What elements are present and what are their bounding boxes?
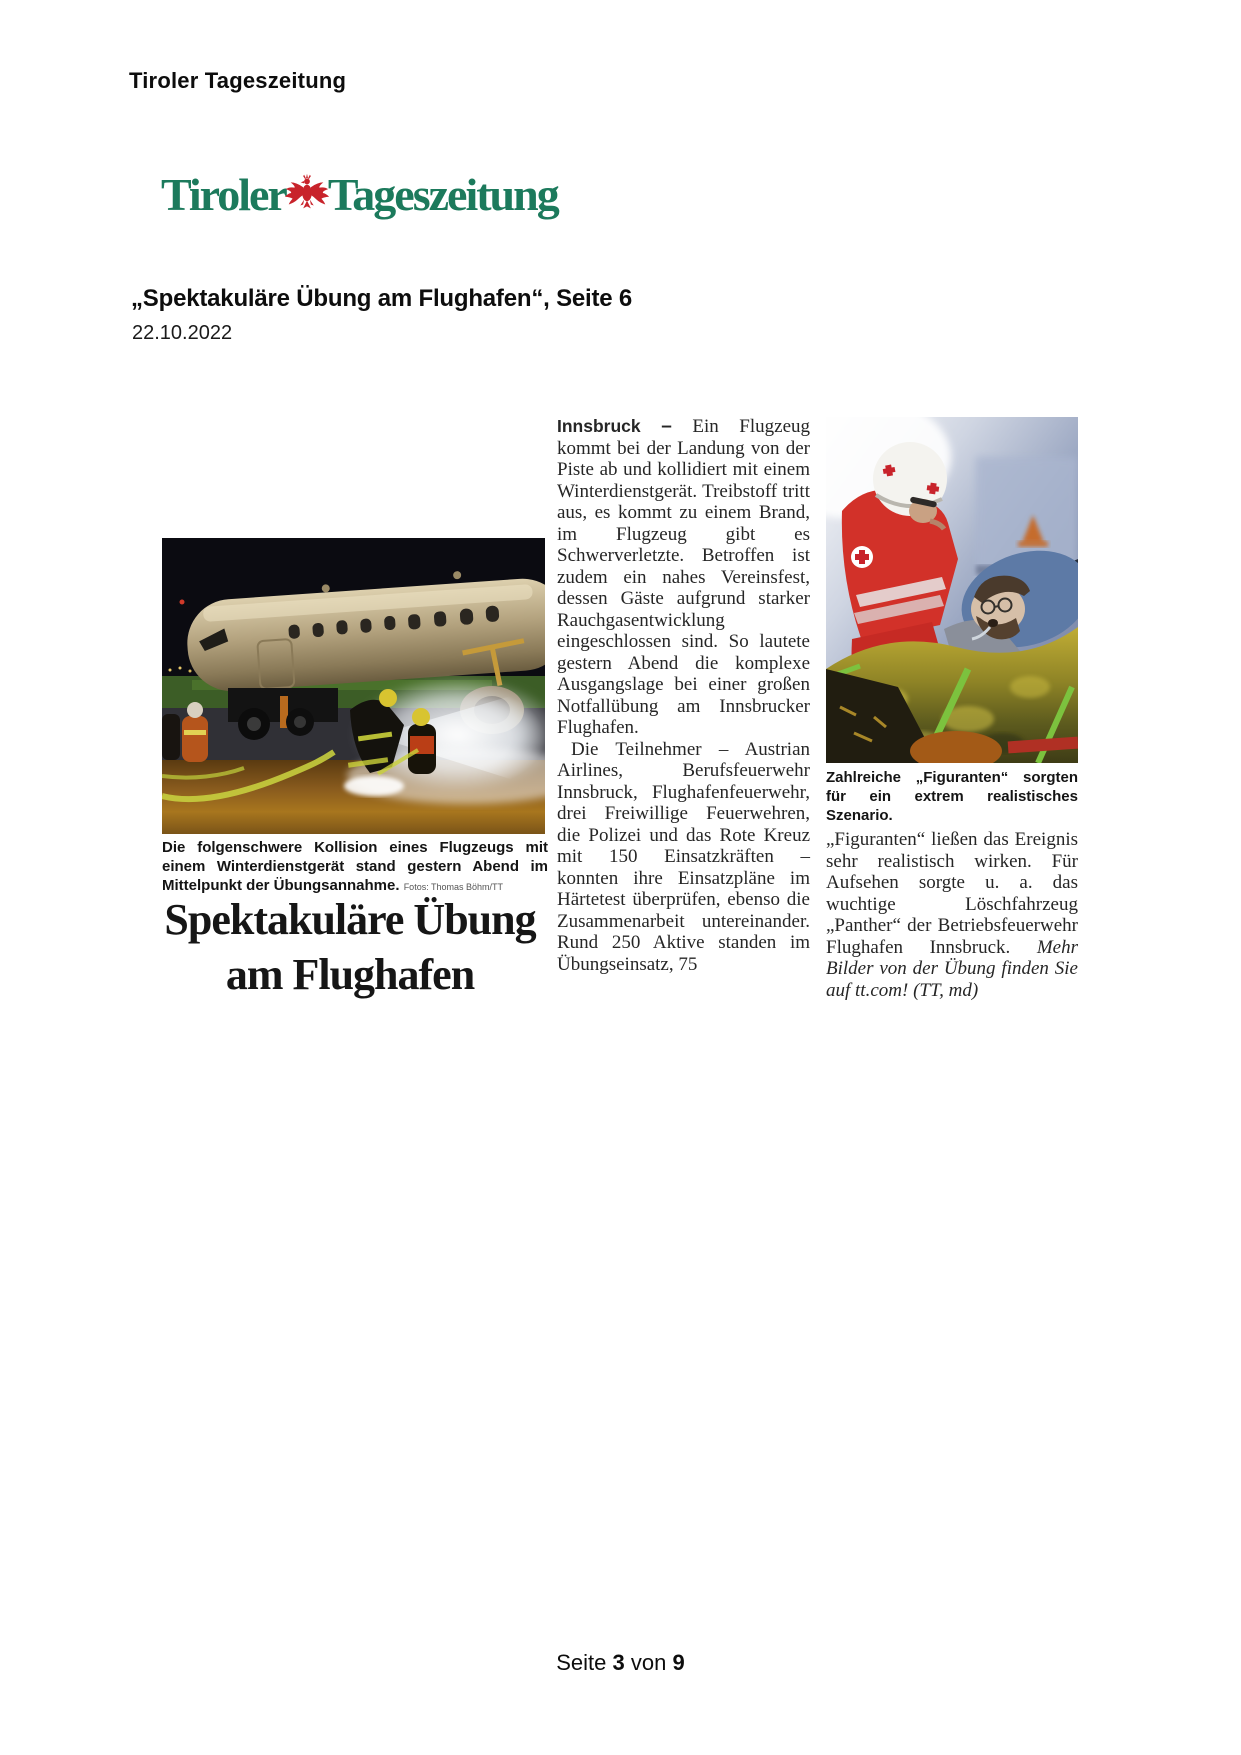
footer-prefix: Seite [556, 1650, 607, 1675]
page-footer [0, 1650, 1241, 1676]
article-column-2 [826, 829, 1078, 1001]
footer-conjunction: von [630, 1650, 667, 1675]
article-photo-paramedic-casualty [826, 417, 1078, 763]
article-paragraph-2: Die Teilnehmer – Austrian Airlines, Berufsfeuerwehr Innsbruck, Flughafenfeuerwehr, drei Freiwillige Feuerwehren, die Polizei und das Rote Kreuz mit 150 Einsatzkräften – konnten ihre Einsatzpläne im Härtetest überprüfen, ebenso die Zusammenarbeit untereinander. Rund 250 Aktive standen im Übungseinsatz, 75 [557, 738, 810, 975]
article-column-1 [557, 416, 810, 975]
footer-total-pages: 9 [672, 1650, 685, 1675]
dateline: Innsbruck [557, 416, 641, 436]
logo-word-tiroler: Tiroler [161, 169, 286, 220]
article-headline-line2: am Flughafen [225, 950, 475, 999]
newspaper-masthead-logo [161, 168, 558, 222]
logo-word-tageszeitung: Tageszeitung [327, 169, 558, 220]
paragraph-1-text: Ein Flugzeug kommt bei der Landung von der Piste ab und kollidiert mit einem Winterdienstgerät. Treibstoff tritt aus, es kommt zu einem Brand, im Flugzeug gibt es Schwerverletzte. Betroffen ist zudem ein nahes Vereinsfest, dessen Gäste aufgrund starker Rauchgasentwicklung eingeschlossen sind. So lautete gestern Abend die komplexe Ausgangslage bei einer großen Notfallübung am Innsbrucker Flughafen. [557, 416, 810, 738]
photo-credit: Fotos: Thomas Böhm/TT [403, 882, 504, 892]
flashlight-glow [344, 776, 404, 796]
article-paragraph-1 [557, 416, 810, 739]
left-photo-caption-text: Die folgenschwere Kollision eines Flugzeugs mit einem Winterdienstgerät stand gestern Abend im Mittelpunkt der Übungsannahme. [162, 839, 548, 894]
article-headline-line1: Spektakuläre Übung [164, 895, 536, 944]
paragraph-3-text: „Figuranten“ ließen das Ereignis sehr realistisch wirken. Für Aufsehen sorgte u. a. das wuchtige Löschfahrzeug „Panther“ der Betriebsfeuerwehr Flughafen Innsbruck. [826, 829, 1078, 958]
paragraph-3-italic-note: Mehr Bilder von der Übung finden Sie auf tt.com! (TT, md) [826, 936, 1078, 1001]
clipping-date: 22.10.2022 [132, 322, 233, 344]
tyrol-eagle-icon [283, 168, 331, 216]
footer-current-page: 3 [612, 1650, 625, 1675]
dateline-dash: – [661, 416, 672, 437]
paramedic-photo-illustration [826, 417, 1078, 763]
article-headline [148, 892, 552, 1002]
clipping-headline: „Spektakuläre Übung am Flughafen“, Seite 6 [131, 285, 633, 312]
right-photo-caption: Zahlreiche „Figuranten“ sorgten für ein extrem realistisches Szenario. [826, 769, 1078, 824]
article-photo-airplane-exercise [162, 538, 545, 834]
document-header-title: Tiroler Tageszeitung [129, 68, 347, 93]
left-photo-caption [162, 838, 548, 897]
airplane-photo-illustration [162, 538, 545, 834]
article-paragraph-3 [826, 829, 1078, 1001]
